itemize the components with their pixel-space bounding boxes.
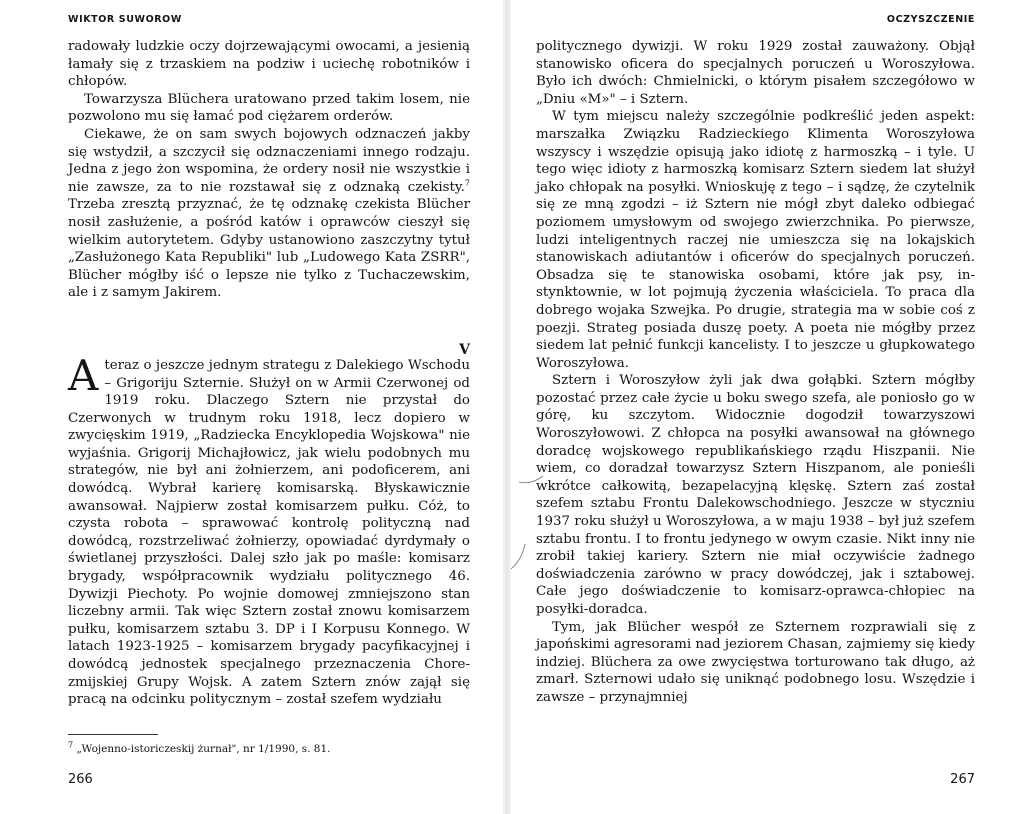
footnote-reference: 7 — [464, 178, 470, 188]
chapter-opening-paragraph — [68, 350, 470, 709]
paragraph-text-continued: Trzeba zresztą przyznać, że tę odznakę czekista Blücher nosił zasłużenie, a pośród katów i oprawców cieszył się wielkim autorytetem. Gdyby ustanowiono zaszczytny tytuł „Zasłużonego Kata Republiki" lub „Ludowego Kata ZSRR", Blücher mógłby iść o lepsze nie tylko z Tuchaczewskim, ale i z samym Jakirem. — [68, 197, 470, 301]
paragraph: Tym, jak Blücher wespół ze Szternem rozprawiali się z japońskimi agresorami nad jeziorem Chasan, zajmiemy się kiedy indziej. Blüchera za owe zwycięstwa torturowano tak długo, aż zmarł. Szternowi udało się uniknąć podobnego losu. Wszędzie i zawsze – przynajmniej — [536, 619, 975, 705]
right-page — [510, 0, 1027, 814]
paragraph — [68, 126, 470, 302]
paragraph: politycznego dywizji. W roku 1929 został zauważony. Objął stanowisko oficera do specjalnych poruczeń u Woroszyłowa. Było ich dwóch: Chmielnicki, o którym pisałem szczegółowo w „Dniu «M»" – i Sztern. — [536, 39, 975, 107]
drop-cap: A — [68, 350, 99, 400]
page-number-right: 267 — [950, 772, 975, 787]
running-head-left: WIKTOR SUWOROW — [68, 14, 182, 25]
footnote — [68, 742, 331, 756]
paragraph: Sztern i Woroszyłow żyli jak dwa gołąbki. Sztern mógłby pozostać przez całe życie u boku swego szefa, ale poniosło go w górę, ku szczytom. Widocznie dogodził towarzyszowi Woroszyłowowi. Z chłopca na posyłki awansował na głównego doradcę wojskowego republikańskiego rządu Hiszpanii. Nie wiem, co doradzał towarzysz Sztern Hiszpanom, ale ponieśli wkrótce całkowitą, bezapelacyjną klęskę. Sztern zaś został szefem sztabu Frontu Dalekowschodniego. Jeszcze w styczniu 1937 roku służył u Woroszyłowa, a w maju 1938 – był już szefem sztabu frontu. I to frontu jedynego w owym czasie. Nikt inny nie zrobił takiej kariery. Sztern nie miał oczywiście żadnego doświadczenia zarówno w pracy dowódczej, jak i sztabowej. Całe jego doświadczenie to komisarz-oprawca-chłopiec na posyłki-doradca. — [536, 373, 975, 617]
right-body-text — [536, 38, 975, 707]
footnote-divider — [68, 734, 158, 735]
chapter-text: teraz o jeszcze jednym strategu z Dalekiego Wschodu – Grigoriju Szternie. Służył on w Armii Czerwonej od 1919 roku. Dlaczego Sztern nie przystał do Czerwonych w trudnym roku 1918, lecz dopiero w zwycięskim 1919, „Radziecka Encyklopedia Wojskowa" nie wyjaśnia. Grigorij Michajłowicz, jak wielu podobnych mu strategów, nie był ani żołnierzem, ani podoficerem, ani dowódcą. Wybrał karierę komisarską. Błyskawicznie awansował. Najpierw został komisarzem pułku. Cóż, to czysta robota – sprawować kontrolę polityczną nad dowódcą, rozstrzeliwać żołnierzy, opowiadać dyrdymały o świetlanej przyszłości. Dalej szło jak po maśle: komisarz brygady, współpracownik wydziału politycznego 46. Dywizji Piechoty. Po wojnie domowej zmniejszono stan liczebny armii. Tak więc Sztern został znowu komisarzem pułku, komisarzem sztabu 3. DP i I Korpusu Konnego. W latach 1923-1925 – komisarzem brygady pacyfikacyjnej i dowódcą jednostek specjalnego przeznaczenia Chorezmijskiej Grupy Wojsk. A zatem Sztern znów zajął się pracą na odcinku politycznym – został szefem wydziału — [68, 357, 470, 708]
paragraph: radowały ludzkie oczy dojrzewającymi owocami, a jesienią łamały się z trzaskiem na podziw i uciechę robotników i chłopów. — [68, 39, 470, 90]
footnote-text: „Wojenno-istoriczeskij żurnał", nr 1/1990, s. 81. — [76, 743, 331, 755]
running-head-right: OCZYSZCZENIE — [886, 14, 975, 25]
paragraph-text: Ciekawe, że on sam swych bojowych odznaczeń jakby się wstydził, a szczycił się odznaczeniami innego rodzaju. Jedna z jego żon wspomina, że ordery nosił nie wszystkie i nie zawsze, za to nie rozstawał się z odznaką czekisty. — [68, 126, 470, 195]
left-page — [0, 0, 500, 814]
chapter-gap — [68, 302, 470, 342]
left-body-text — [68, 38, 470, 709]
paragraph: W tym miejscu należy szczególnie podkreślić jeden aspekt: marszałka Związku Radzieckiego Klimenta Woroszyłowa wszyscy i wszędzie opisują jako idiotę z harmoszką – i tyle. U tego więc idioty z harmoszką komisarz Sztern siedem lat służył jako chłopak na posyłki. Wnioskuję z tego – i sądzę, że czytelnik się ze mną zgodzi – iż Sztern nie mógł zbyt daleko odbiegać poziomem umysłowym od swojego zwierzchnika. Po pierwsze, ludzi inteligentnych raczej nie umieszcza się na lokajskich stanowiskach adiutantów i oficerów do specjalnych poruczeń. Obsadza się te stanowiska osobami, które jak psy, instynktownie, w lot pojmują życzenia właściciela. To praca dla dobrego wojaka Szwejka. Po drugie, strategia ma w sobie coś z poezji. Strateg posiada duszę poety. A poeta nie mógłby przez siedem lat pełnić funkcji kancelisty. I to jeszcze u głupkowatego Woroszyłowa. — [536, 109, 975, 371]
page-number-left: 266 — [68, 772, 93, 787]
paragraph: Towarzysza Blüchera uratowano przed takim losem, nie pozwolono mu się łamać pod ciężarem orderów. — [68, 91, 470, 125]
chapter-number: V — [459, 341, 470, 358]
footnote-marker: 7 — [68, 740, 74, 750]
